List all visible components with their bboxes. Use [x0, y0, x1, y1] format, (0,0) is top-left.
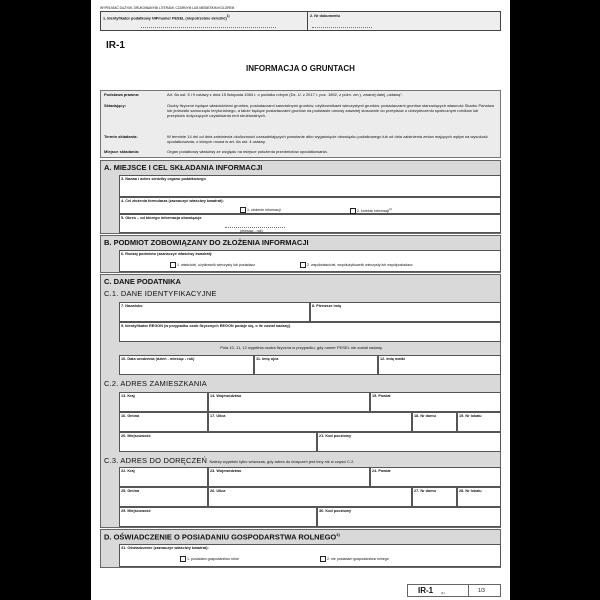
locality-label: 20. Miejscowość	[121, 434, 151, 438]
page-number: 1/3	[478, 588, 485, 594]
delivery-house-number-label: 27. Nr domu	[414, 489, 436, 493]
delivery-voivodeship-label: 23. Województwo	[210, 469, 242, 473]
deadline-label: Termin składania:	[104, 134, 138, 139]
house-number-field[interactable]	[412, 412, 457, 432]
legal-info	[100, 90, 501, 158]
submitter-text: Osoby fizyczne będące właścicielami gruntów, posiadaczami samoistnymi gruntów, użytkownikami wieczystymi gruntów, posiadaczami gruntów stanowiących własność Skarbu Państwa lub jednostki samorządu terytorialnego, a także będące posiadaczami gruntów na podstawie umowy zawartej stosownie do przepisów o ubezpieczeniu społecznym rolników lub przepisów dotyczących uzyskiwania rent strukturalnych.	[167, 103, 494, 118]
delivery-postal-code-label: 30. Kod pocztowy	[319, 509, 352, 513]
section-c3-note: Należy wypełnić tylko wówczas, gdy adres do doręczeń jest inny niż w części C.2.	[209, 459, 355, 464]
delivery-voivodeship-field[interactable]	[208, 467, 370, 487]
postal-code-label: 21. Kod pocztowy	[319, 434, 352, 438]
form-code: IR-1	[106, 40, 125, 51]
farm-option-none[interactable]: 2. nie posiadam gospodarstwa rolnego	[320, 556, 389, 562]
section-c2-title: C.2. ADRES ZAMIESZKANIA	[104, 379, 207, 388]
place-label: Miejsce składania:	[104, 149, 140, 154]
voivodeship-label: 14. Województwo	[210, 394, 242, 398]
street-field[interactable]	[208, 412, 412, 432]
entity-option-owner[interactable]: 1. właściciel, użytkownik wieczysty lub posiadacz	[170, 262, 255, 268]
section-c1-title: C.1. DANE IDENTYFIKACYJNE	[104, 289, 217, 298]
tax-id-label: 1. Identyfikator podatkowy NIP/numer PESEL (niepotrzebne skreślić)$^{1)}$	[103, 14, 230, 21]
tax-office-field[interactable]	[119, 175, 501, 197]
deadline-text: W terminie 14 dni od dnia zaistnienia okoliczności uzasadniających powstanie albo wygaśnięcie obowiązku podatkowego lub od dnia zaistnienia zmian mających wpływ na wysokość opodatkowania, o których mowa w art. 6a ust. 4 ustawy.	[167, 134, 488, 144]
first-name-label: 8. Pierwsze imię	[312, 304, 342, 308]
section-a	[100, 160, 501, 234]
checkbox-has-farm[interactable]	[180, 556, 186, 562]
legal-basis-text: Art. 6a ust. 5 i 9 ustawy z dnia 15 listopada 1984 r. o podatku rolnym (Dz. U. z 2017 r. poz. 1892, z późn. zm.), zwanej dalej „ustawą”.	[167, 92, 403, 97]
street-label: 17. Ulica	[210, 414, 226, 418]
submitter-label: Składający:	[104, 103, 127, 108]
county-label: 15. Powiat	[372, 394, 391, 398]
delivery-apartment-number-field[interactable]	[457, 487, 501, 507]
doc-number-field[interactable]	[307, 11, 501, 31]
purpose-field	[119, 197, 501, 214]
delivery-county-label: 24. Powiat	[372, 469, 391, 473]
locality-field[interactable]	[119, 432, 317, 452]
period-hint: (miesiąc - rok)	[240, 229, 263, 233]
delivery-apartment-number-label: 28. Nr lokalu	[459, 489, 482, 493]
tax-id-line	[141, 27, 276, 28]
delivery-street-label: 26. Ulica	[210, 489, 226, 493]
country-field[interactable]	[119, 392, 208, 412]
father-name-label: 11. Imię ojca	[256, 357, 279, 361]
country-label: 13. Kraj	[121, 394, 135, 398]
checkbox-no-farm[interactable]	[320, 556, 326, 562]
form-title: INFORMACJA O GRUNTACH	[246, 64, 355, 73]
regon-label: 9. Identyfikator REGON (w przypadku osób fizycznych REGON podaje się, o ile został nadany)	[121, 324, 291, 328]
delivery-commune-field[interactable]	[119, 487, 208, 507]
county-field[interactable]	[370, 392, 501, 412]
legal-basis-label: Podstawa prawna:	[104, 92, 140, 97]
delivery-locality-label: 29. Miejscowość	[121, 509, 151, 513]
mother-name-label: 12. Imię matki	[380, 357, 405, 361]
commune-label: 16. Gmina	[121, 414, 140, 418]
house-number-label: 18. Nr domu	[414, 414, 436, 418]
purpose-option-correct[interactable]: 2. korekta informacji$^{2)}$	[350, 207, 392, 214]
period-label: 5. Okres – od którego informacja obowiązuje	[121, 216, 202, 220]
delivery-country-label: 22. Kraj	[121, 469, 135, 473]
footer-form-code: IR-1	[418, 586, 434, 595]
section-d-title: D. OŚWIADCZENIE O POSIADANIU GOSPODARSTWA ROLNEGO$^{3)}$	[104, 532, 340, 542]
section-d	[100, 529, 501, 568]
delivery-county-field[interactable]	[370, 467, 501, 487]
voivodeship-field[interactable]	[208, 392, 370, 412]
checkbox-coowner[interactable]	[300, 262, 306, 268]
period-field[interactable]	[119, 214, 501, 233]
father-name-field[interactable]	[254, 355, 378, 375]
tax-office-label: 3. Nazwa i adres siedziby organu podatkowego	[121, 177, 206, 181]
form-sheet	[91, 0, 510, 600]
farm-declaration-field	[119, 544, 501, 567]
section-a-title: A. MIEJSCE I CEL SKŁADANIA INFORMACJI	[104, 163, 263, 172]
birth-date-label: 10. Data urodzenia (dzień - miesiąc - rok)	[121, 357, 195, 361]
delivery-postal-code-field[interactable]	[317, 507, 501, 527]
checkbox-owner[interactable]	[170, 262, 176, 268]
apartment-number-label: 19. Nr lokalu	[459, 414, 482, 418]
surname-field[interactable]	[119, 302, 310, 322]
section-c-title: C. DANE PODATNIKA	[104, 277, 181, 286]
doc-number-line	[312, 27, 372, 28]
purpose-label: 4. Cel złożenia formularza (zaznaczyć właściwy kwadrat):	[121, 199, 224, 203]
section-c3-title: C.3. ADRES DO DORĘCZEŃ Należy wypełnić tylko wówczas, gdy adres do doręczeń jest inny niż w części C.2.	[104, 456, 355, 465]
checkbox-submit[interactable]	[240, 207, 246, 213]
apartment-number-field[interactable]	[457, 412, 501, 432]
delivery-house-number-field[interactable]	[412, 487, 457, 507]
pesel-note: Pola 10, 11, 12 wypełnia osoba fizyczna w przypadku, gdy numer PESEL nie został nadany.	[220, 345, 383, 350]
entity-type-label: 6. Rodzaj podmiotu (zaznaczyć właściwy kwadrat):	[121, 252, 213, 256]
doc-number-label: 2. Nr dokumentu	[310, 14, 340, 18]
first-name-field[interactable]	[310, 302, 501, 322]
commune-field[interactable]	[119, 412, 208, 432]
period-line	[225, 227, 285, 228]
delivery-commune-label: 25. Gmina	[121, 489, 140, 493]
purpose-option-submit[interactable]: 1. złożenie informacji	[240, 207, 281, 213]
footer-box	[407, 584, 501, 597]
birth-date-field[interactable]	[119, 355, 254, 375]
section-b-title: B. PODMIOT ZOBOWIĄZANY DO ZŁOŻENIA INFORMACJI	[104, 238, 309, 247]
instruction-note: WYPEŁNIAĆ DUŻYMI, DRUKOWANYMI LITERAMI, CZARNYM LUB NIEBIESKIM KOLOREM	[100, 6, 235, 10]
footer-form-variant: (1)	[441, 591, 445, 595]
entity-type-field	[119, 250, 501, 272]
postal-code-field[interactable]	[317, 432, 501, 452]
farm-declaration-label: 31. Oświadczenie (zaznaczyć właściwy kwadrat):	[121, 546, 209, 550]
delivery-country-field[interactable]	[119, 467, 208, 487]
footer-divider	[468, 585, 469, 597]
mother-name-field[interactable]	[378, 355, 501, 375]
section-b	[100, 235, 501, 273]
surname-label: 7. Nazwisko	[121, 304, 143, 308]
delivery-street-field[interactable]	[208, 487, 412, 507]
entity-option-coowner[interactable]: 2. współwłaściciel, współużytkownik wieczysty lub współposiadacz	[300, 262, 413, 268]
regon-field[interactable]	[119, 322, 501, 342]
place-text: Organ podatkowy właściwy ze względu na miejsce położenia przedmiotów opodatkowania.	[167, 149, 328, 154]
section-c	[100, 274, 501, 528]
delivery-locality-field[interactable]	[119, 507, 317, 527]
farm-option-has[interactable]: 1. posiadam gospodarstwo rolne	[180, 556, 239, 562]
